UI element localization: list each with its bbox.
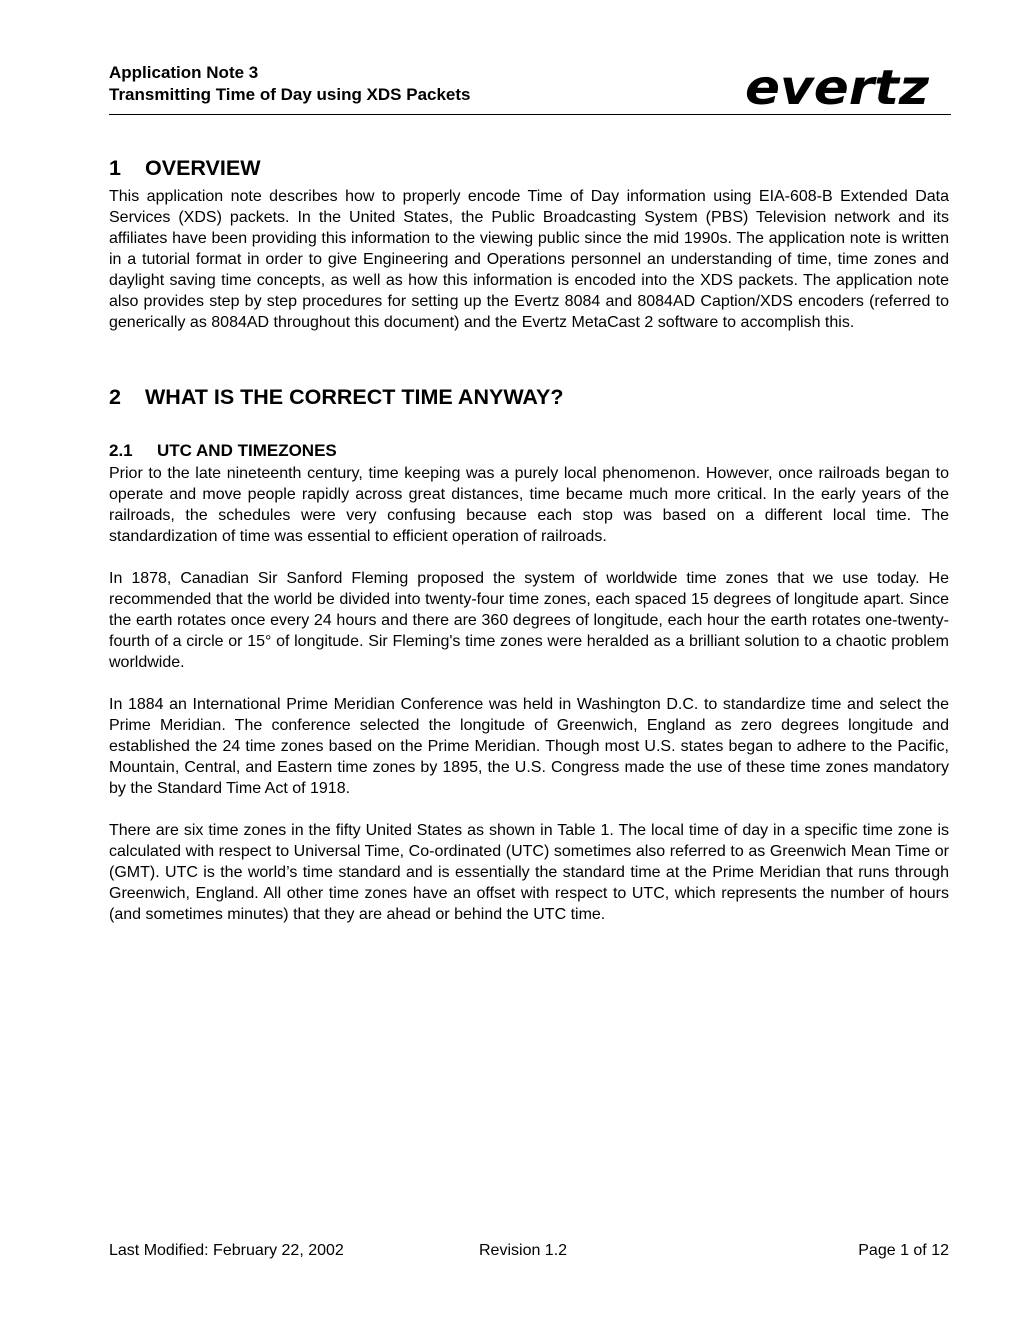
section-title: OVERVIEW xyxy=(145,156,261,180)
section-1-heading xyxy=(109,150,949,186)
section-number: 1 xyxy=(109,156,121,180)
page-number: Page 1 of 12 xyxy=(858,1242,949,1259)
section-number: 2 xyxy=(109,385,121,409)
subsection-title: UTC AND TIMEZONES xyxy=(157,441,337,460)
body-paragraph: In 1878, Canadian Sir Sanford Fleming proposed the system of worldwide time zones that we use today. He recommended that the world be divided into twenty-four time zones, each spaced 15 degrees of longitude apart. Since the earth rotates once every 24 hours and there are 360 degrees of longitude, each hour the earth rotates one-twenty-fourth of a circle or 15° of longitude. Sir Fleming's time zones were heralded as a brilliant solution to a chaotic problem worldwide. xyxy=(109,570,949,671)
header-title-line1: Application Note 3 xyxy=(109,63,259,82)
header-title xyxy=(109,62,471,106)
last-modified: Last Modified: February 22, 2002 xyxy=(109,1242,344,1259)
overview-paragraph: This application note describes how to properly encode Time of Day information using EIA-608-B Extended Data Services (XDS) packets. In the United States, the Public Broadcasting System (PBS) Television network and its affiliates have been providing this information to the viewing public since the mid 1990s. The application note is written in a tutorial format in order to give Engineering and Operations personnel an understanding of time, time zones and daylight saving time concepts, as well as how this information is encoded into the XDS packets. The application note also provides step by step procedures for setting up the Evertz 8084 and 8084AD Caption/XDS encoders (referred to generically as 8084AD throughout this document) and the Evertz MetaCast 2 software to accomplish this. xyxy=(109,188,949,331)
logo-wordmark: evertz xyxy=(745,64,931,108)
page-header xyxy=(109,62,951,115)
body-paragraph: In 1884 an International Prime Meridian Conference was held in Washington D.C. to standardize time and select the Prime Meridian. The conference selected the longitude of Greenwich, England as zero degrees longitude and established the 24 time zones based on the Prime Meridian. Though most U.S. states began to adhere to the Pacific, Mountain, Central, and Eastern time zones by 1895, the U.S. Congress made the use of these time zones mandatory by the Standard Time Act of 1918. xyxy=(109,696,949,797)
section-title: WHAT IS THE CORRECT TIME ANYWAY? xyxy=(145,385,564,409)
header-title-line2: Transmitting Time of Day using XDS Packets xyxy=(109,85,471,104)
section-2-1-heading xyxy=(109,439,949,463)
revision: Revision 1.2 xyxy=(479,1242,568,1259)
subsection-number: 2.1 xyxy=(109,441,133,460)
evertz-logo xyxy=(743,64,933,108)
body-paragraph: There are six time zones in the fifty United States as shown in Table 1. The local time of day in a specific time zone is calculated with respect to Universal Time, Co-ordinated (UTC) sometimes also referred to as Greenwich Mean Time or (GMT). UTC is the world’s time standard and is essentially the standard time at the Prime Meridian that runs through Greenwich, England. All other time zones have an offset with respect to UTC, which represents the number of hours (and sometimes minutes) that they are ahead or behind the UTC time. xyxy=(109,822,949,923)
document-body xyxy=(109,150,949,925)
body-paragraph: Prior to the late nineteenth century, time keeping was a purely local phenomenon. However, once railroads began to operate and move people rapidly across great distances, time became much more critical. In the early years of the railroads, the schedules were very confusing because each stop was based on a different local time. The standardization of time was essential to efficient operation of railroads. xyxy=(109,465,949,545)
section-2-heading xyxy=(109,379,949,415)
